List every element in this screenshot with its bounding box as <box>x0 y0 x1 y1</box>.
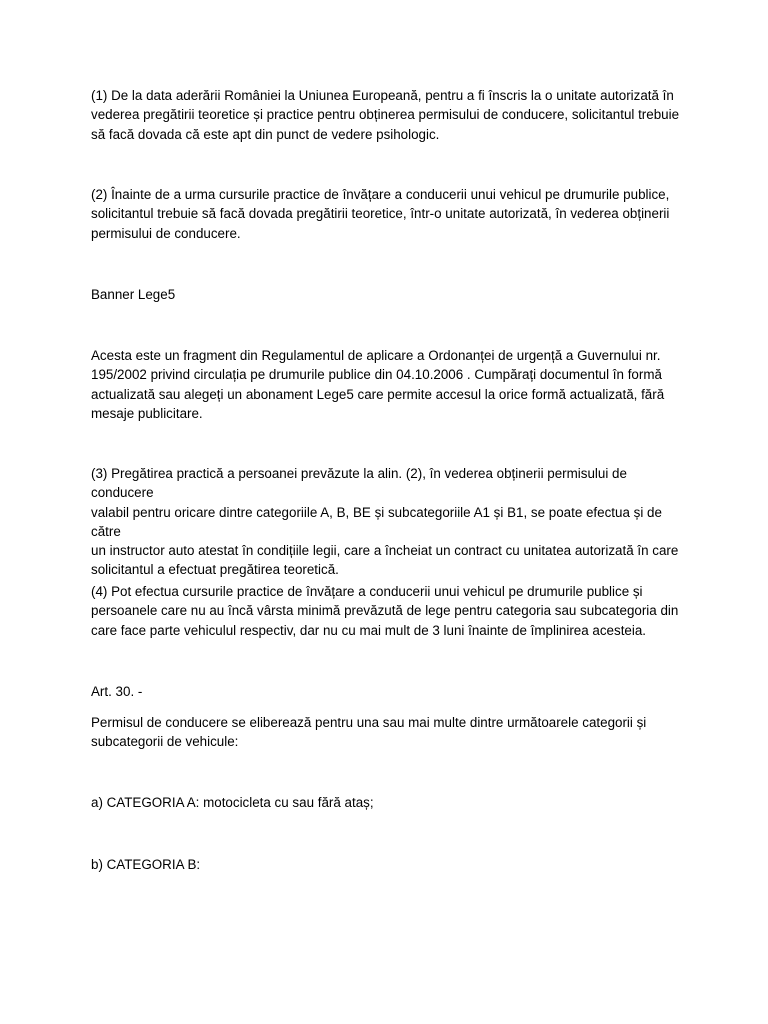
category-a-item: a) CATEGORIA A: motocicleta cu sau fără ataș; <box>91 795 374 810</box>
banner-placeholder-text: Banner Lege5 <box>91 287 176 302</box>
article-heading: Art. 30. - <box>91 684 143 699</box>
paragraph-4: (4) Pot efectua cursurile practice de învățare a conducerii unui vehicul pe drumurile publice și persoanele care nu au încă vârsta minimă prevăzută de lege pentru categoria sau subcategoria din care face parte vehiculul respectiv, dar nu cu mai mult de 3 luni înainte de împlinirea acesteia. <box>91 584 679 638</box>
category-b-item: b) CATEGORIA B: <box>91 857 201 872</box>
paragraph-2: (2) Înainte de a urma cursurile practice de învățare a conducerii unui vehicul pe drumurile publice, solicitantul trebuie să facă dovada pregătirii teoretice, într-o unitate autorizată, în vederea obținerii permisului de conducere. <box>91 187 670 241</box>
fragment-notice-paragraph: Acesta este un fragment din Regulamentul de aplicare a Ordonanței de urgență a Guvernului nr. 195/2002 privind circulația pe drumurile publice din 04.10.2006 . Cumpărați documentul în formă actualizată sau alegeți un abonament Lege5 care permite accesul la orice formă actualizată, fără mesaje publicitare. <box>91 348 665 421</box>
paragraph-1: (1) De la data aderării României la Uniunea Europeană, pentru a fi înscris la o unitate autorizată în vederea pregătirii teoretice și practice pentru obținerea permisului de conducere, solicitantul trebuie să facă dovada că este apt din punct de vedere psihologic. <box>91 88 680 142</box>
paragraph-3: (3) Pregătirea practică a persoanei prevăzute la alin. (2), în vederea obținerii permisului de conducere valabil pentru oricare dintre categoriile A, B, BE și subcategoriile A1 și B1, se poate efectua și de către un instructor auto atestat în condițiile legii, care a încheiat un contract cu unitatea autorizată în care solicitantul a efectuat pregătirea teoretică. <box>91 466 679 578</box>
article-intro-paragraph: Permisul de conducere se eliberează pentru una sau mai multe dintre următoarele categorii și subcategorii de vehicule: <box>91 715 647 750</box>
